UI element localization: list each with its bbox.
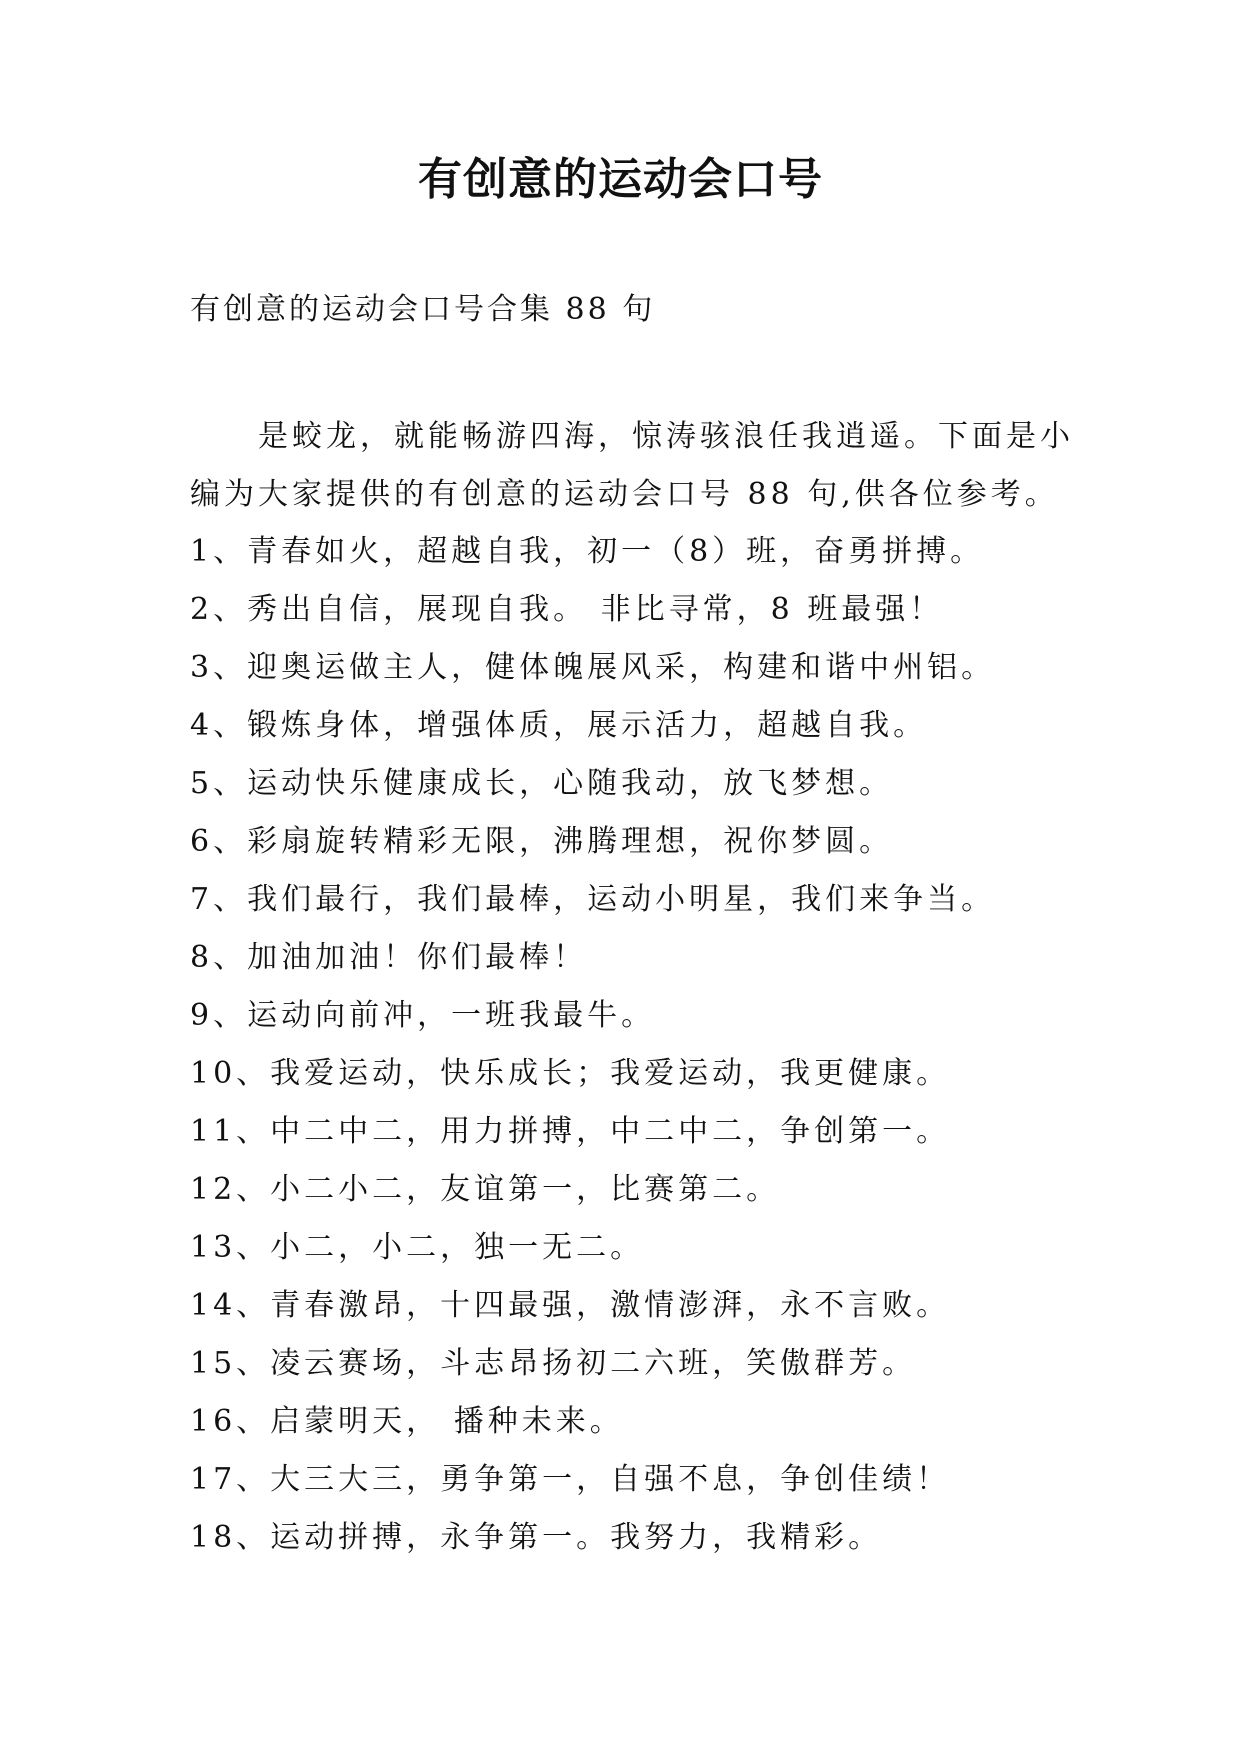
slogan-item: 18、运动拼搏，永争第一。我努力，我精彩。 — [190, 1520, 883, 1555]
slogan-item: 13、小二，小二，独一无二。 — [190, 1230, 645, 1265]
slogan-item: 14、青春激昂，十四最强，激情澎湃，永不言败。 — [190, 1288, 951, 1323]
slogan-item: 7、我们最行，我们最棒，运动小明星，我们来争当。 — [190, 882, 996, 917]
slogan-item: 17、大三大三，勇争第一，自强不息，争创佳绩！ — [190, 1462, 951, 1497]
slogan-item: 4、锻炼身体，增强体质，展示活力，超越自我。 — [190, 708, 928, 743]
slogan-item: 9、运动向前冲，一班我最牛。 — [190, 998, 656, 1033]
slogan-item: 6、彩扇旋转精彩无限，沸腾理想，祝你梦圆。 — [190, 824, 894, 859]
intro-line: 是蛟龙，就能畅游四海，惊涛骇浪任我逍遥。下面是小 — [258, 419, 1074, 454]
slogan-item: 8、加油加油！你们最棒！ — [190, 940, 588, 975]
slogan-item: 3、迎奥运做主人，健体魄展风采，构建和谐中州铝。 — [190, 650, 996, 685]
slogan-item: 5、运动快乐健康成长，心随我动，放飞梦想。 — [190, 766, 894, 801]
slogan-item: 11、中二中二，用力拼搏，中二中二，争创第一。 — [190, 1114, 951, 1149]
document-subtitle: 有创意的运动会口号合集 88 句 — [190, 292, 656, 327]
slogan-item: 12、小二小二，友谊第一，比赛第二。 — [190, 1172, 781, 1207]
slogan-item: 15、凌云赛场，斗志昂扬初二六班，笑傲群芳。 — [190, 1346, 917, 1381]
slogan-item: 10、我爱运动，快乐成长；我爱运动，我更健康。 — [190, 1056, 951, 1091]
slogan-item: 2、秀出自信，展现自我。 非比寻常，8 班最强！ — [190, 592, 944, 627]
intro-paragraph — [190, 408, 1074, 524]
slogan-list — [190, 523, 1090, 1567]
slogan-item: 1、青春如火，超越自我，初一（8）班，奋勇拼搏。 — [190, 534, 985, 569]
document-title: 有创意的运动会口号 — [418, 154, 823, 205]
intro-line: 编为大家提供的有创意的运动会口号 88 句,供各位参考。 — [190, 477, 1059, 512]
slogan-item: 16、启蒙明天， 播种未来。 — [190, 1404, 624, 1439]
